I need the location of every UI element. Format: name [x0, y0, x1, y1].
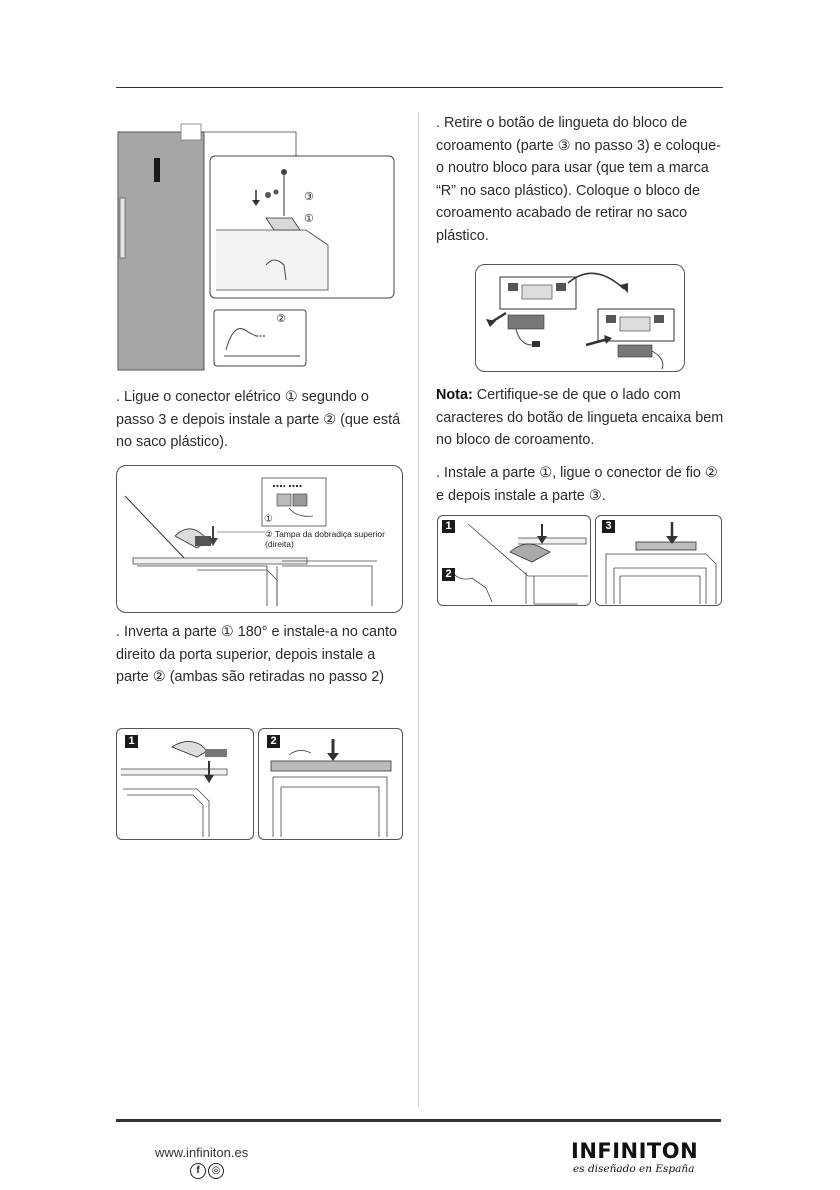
install-panel-3-number: 3 — [602, 520, 615, 533]
invert-panel-1 — [116, 728, 254, 840]
install-panel-1-number: 1 — [442, 520, 455, 533]
facebook-icon[interactable]: f — [190, 1163, 206, 1179]
note-label: Nota: — [436, 387, 473, 403]
latch-button-figure — [475, 264, 685, 372]
brand-logo: INFINITON — [571, 1139, 699, 1163]
note-text — [436, 384, 728, 452]
fridge-callout-1: ① — [304, 213, 314, 225]
instagram-icon[interactable]: ◎ — [208, 1163, 224, 1179]
step-invert-text: . Inverta a parte ① 180° e instale-a no canto direito da porta superior, depois instale a parte ② (ambas são retiradas no passo 2) — [116, 624, 398, 685]
hinge-caption: ② Tampa da dobradiça superior (direita) — [265, 529, 385, 549]
hinge-callout-1: ① — [264, 514, 273, 525]
header-rule — [116, 87, 723, 88]
note-body: Certifique-se de que o lado com caracteres do botão de lingueta encaixa bem no bloco de coroamento. — [436, 387, 724, 448]
install-panel-1 — [437, 515, 591, 606]
website-link[interactable]: www.infiniton.es — [155, 1145, 249, 1160]
hinge-cover-figure — [116, 465, 403, 613]
step-install-text: . Instale a parte ①, ligue o conector de fio ② e depois instale a parte ③. — [436, 465, 718, 504]
step-remove-button-text: . Retire o botão de lingueta do bloco de coroamento (parte ③ no passo 3) e coloque-o noutro bloco para usar (que tem a marca “R” no saco plástico). Coloque o bloco de coroamento acabado de retirar no saco plástico. — [436, 115, 721, 244]
column-divider — [418, 112, 419, 1107]
invert-panel-2 — [258, 728, 403, 840]
invert-panel-1-number: 1 — [125, 735, 138, 748]
plug-callout-2: ② — [276, 313, 286, 325]
footer-rule — [116, 1119, 721, 1122]
brand-tagline: es diseñado en España — [573, 1163, 695, 1175]
install-panel-2-number: 2 — [442, 568, 455, 581]
fridge-callout-3: ③ — [304, 191, 314, 203]
invert-panel-2-number: 2 — [267, 735, 280, 748]
install-panel-3 — [595, 515, 722, 606]
fridge-illustration — [116, 120, 406, 372]
step-connector-text: . Ligue o conector elétrico ① segundo o passo 3 e depois instale a parte ② (que está no saco plástico). — [116, 389, 401, 450]
